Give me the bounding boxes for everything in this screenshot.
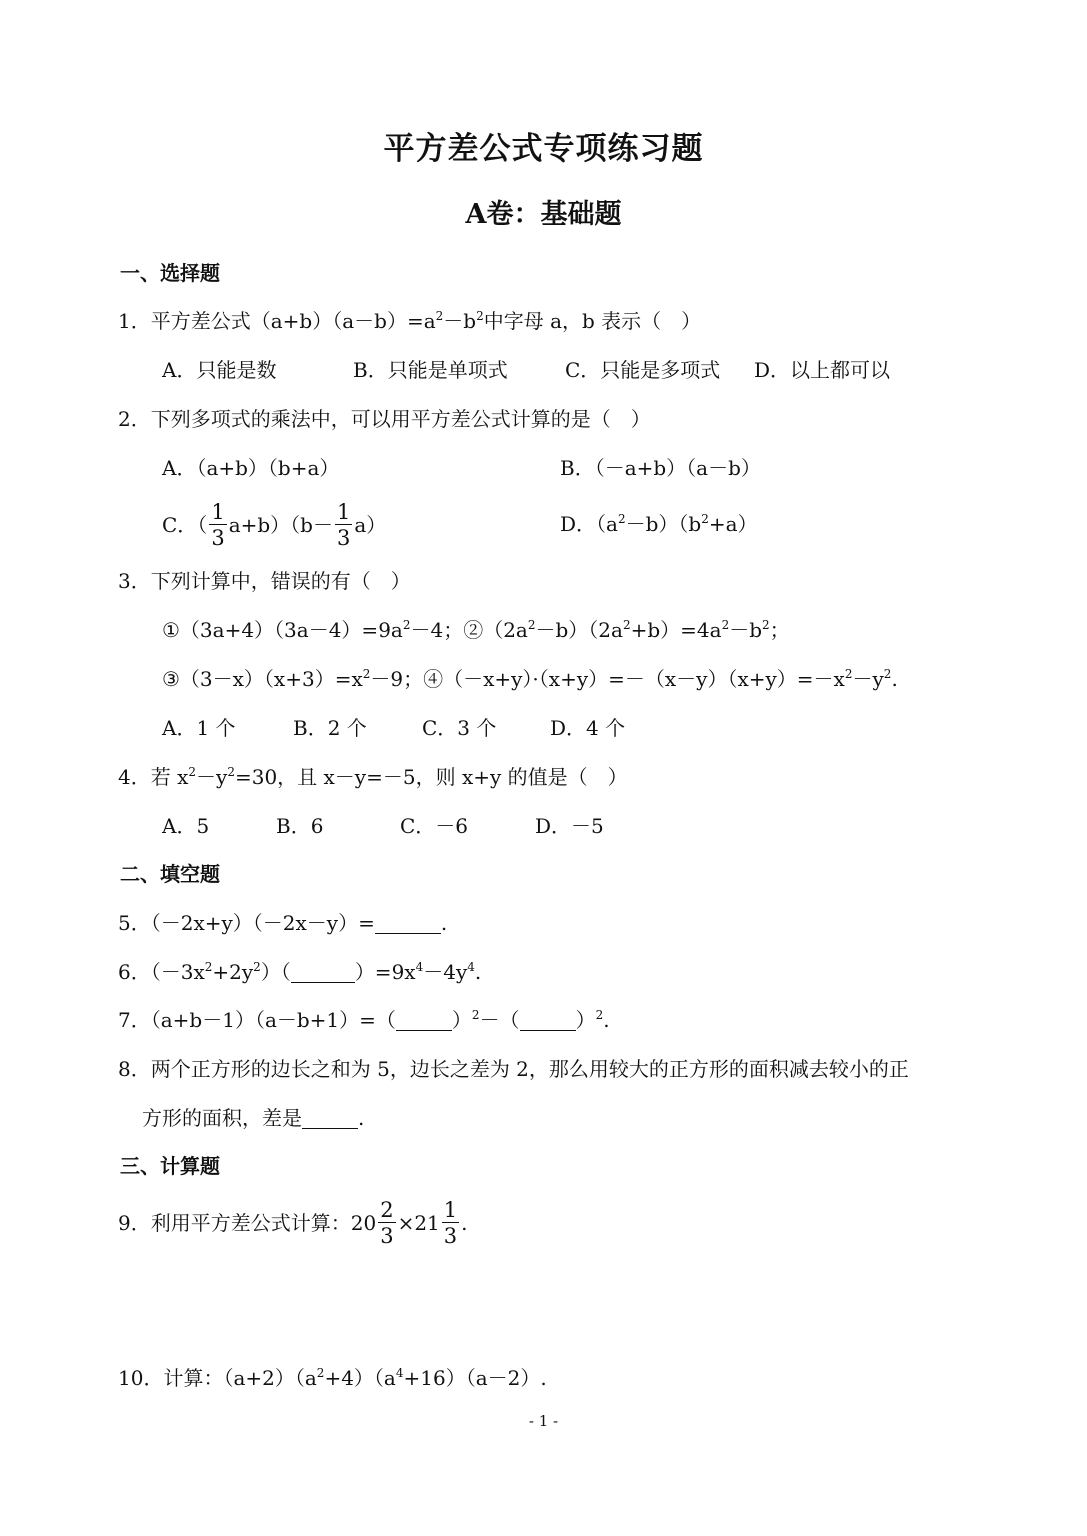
question-stem: 下列多项式的乘法中，可以用平方差公式计算的是（ ） [150, 407, 651, 431]
question-stem: 下列计算中，错误的有（ ） [150, 569, 411, 593]
question-stem: 平方差公式$(a+b)(a-b)=a^2-b^2$中字母 a，b 表示（ ） [150, 309, 702, 333]
question-4 [118, 767, 628, 787]
answer-blank[interactable] [520, 1010, 576, 1031]
q3-statements-line-1: $①(3a+4)(3a-4)=9a^2-4$；$②(2a^2-b)(2a^2+b)=4a^2-b^2$； [162, 618, 790, 642]
q3-option-d: D．4 个 [550, 716, 626, 740]
q2-option-b: B．（－a+b）（a－b） [560, 456, 761, 480]
answer-blank[interactable] [396, 1010, 452, 1031]
q2-option-c: C．（ $\frac{1}{3}$ a+b）（b－ $\frac{1}{3}$ a） [162, 499, 387, 550]
question-number: 5． [118, 911, 151, 935]
question-9: 9． 利用平方差公式计算： 20 $\frac{2}{3}$ ×21 $\frac{1}{3}$ . [118, 1197, 468, 1248]
answer-blank[interactable] [375, 913, 441, 934]
section-heading-choice: 一、选择题 [120, 261, 220, 285]
section-heading-fill: 二、填空题 [120, 862, 220, 886]
question-stem: 若 $x^2-y^2=30$，且 x－y=－5，则 x+y 的值是（ ） [150, 765, 628, 789]
q3-option-a: A．1 个 [162, 716, 236, 740]
question-number: 6． [118, 960, 151, 984]
question-3 [118, 571, 411, 591]
q4-option-a: A．5 [162, 814, 210, 838]
question-number: 3． [118, 569, 151, 593]
fraction: $\frac{1}{3}$ [336, 499, 351, 550]
fraction: $\frac{1}{3}$ [443, 1197, 458, 1248]
q1-option-c: C．只能是多项式 [565, 358, 721, 382]
answer-blank[interactable] [291, 962, 355, 983]
q2-option-a: A．（a+b）（b+a） [162, 456, 340, 480]
page-title: 平方差公式专项练习题 [383, 131, 704, 167]
question-number: 4． [118, 765, 151, 789]
q1-option-a: A．只能是数 [162, 358, 277, 382]
q3-option-b: B．2 个 [293, 716, 367, 740]
question-5: 5．（－2x+y）（－2x－y）= . [118, 911, 448, 935]
page-number: - 1 - [528, 1412, 559, 1430]
question-8-continued: 方形的面积，差是 . [142, 1106, 365, 1130]
question-2 [118, 409, 651, 429]
q4-option-c: C．－6 [400, 814, 469, 838]
question-1 [118, 311, 701, 331]
question-6: 6．$(-3x^2+2y^2)$（ ）$=9x^4-4y^4$. [118, 960, 482, 984]
question-number: 9． [118, 1211, 151, 1235]
question-number: 2． [118, 407, 151, 431]
q1-option-d: D．以上都可以 [754, 358, 891, 382]
q1-option-b: B．只能是单项式 [353, 358, 508, 382]
question-number: 1． [118, 309, 151, 333]
fraction: $\frac{1}{3}$ [211, 499, 225, 550]
answer-blank[interactable] [302, 1108, 358, 1129]
question-10: 10．计算：$(a+2)(a^2+4)(a^4+16)(a-2)$. [118, 1366, 547, 1390]
fraction: $\frac{2}{3}$ [380, 1197, 394, 1248]
question-number: 8． [118, 1057, 151, 1081]
question-7: 7．（a+b－1）（a－b+1）=（ ）$^2$－（ ）$^2$. [118, 1008, 610, 1032]
q4-option-d: D．－5 [535, 814, 604, 838]
q3-option-c: C．3 个 [422, 716, 497, 740]
section-heading-calc: 三、计算题 [120, 1154, 220, 1178]
q4-option-b: B．6 [276, 814, 324, 838]
question-8: 8．两个正方形的边长之和为 5，边长之差为 2，那么用较大的正方形的面积减去较小的正 [118, 1057, 909, 1081]
q3-statements-line-2: $③(3-x)(x+3)=x^2-9$；$④(-x+y)\cdot(x+y)=-(x-y)(x+y)=-x^2-y^2$. [162, 667, 898, 691]
q2-option-d: D．$(a^2-b)(b^2+a)$ [560, 512, 758, 536]
question-number: 7． [118, 1008, 151, 1032]
page-subtitle: A卷：基础题 [465, 199, 622, 230]
question-number: 10． [118, 1366, 164, 1390]
